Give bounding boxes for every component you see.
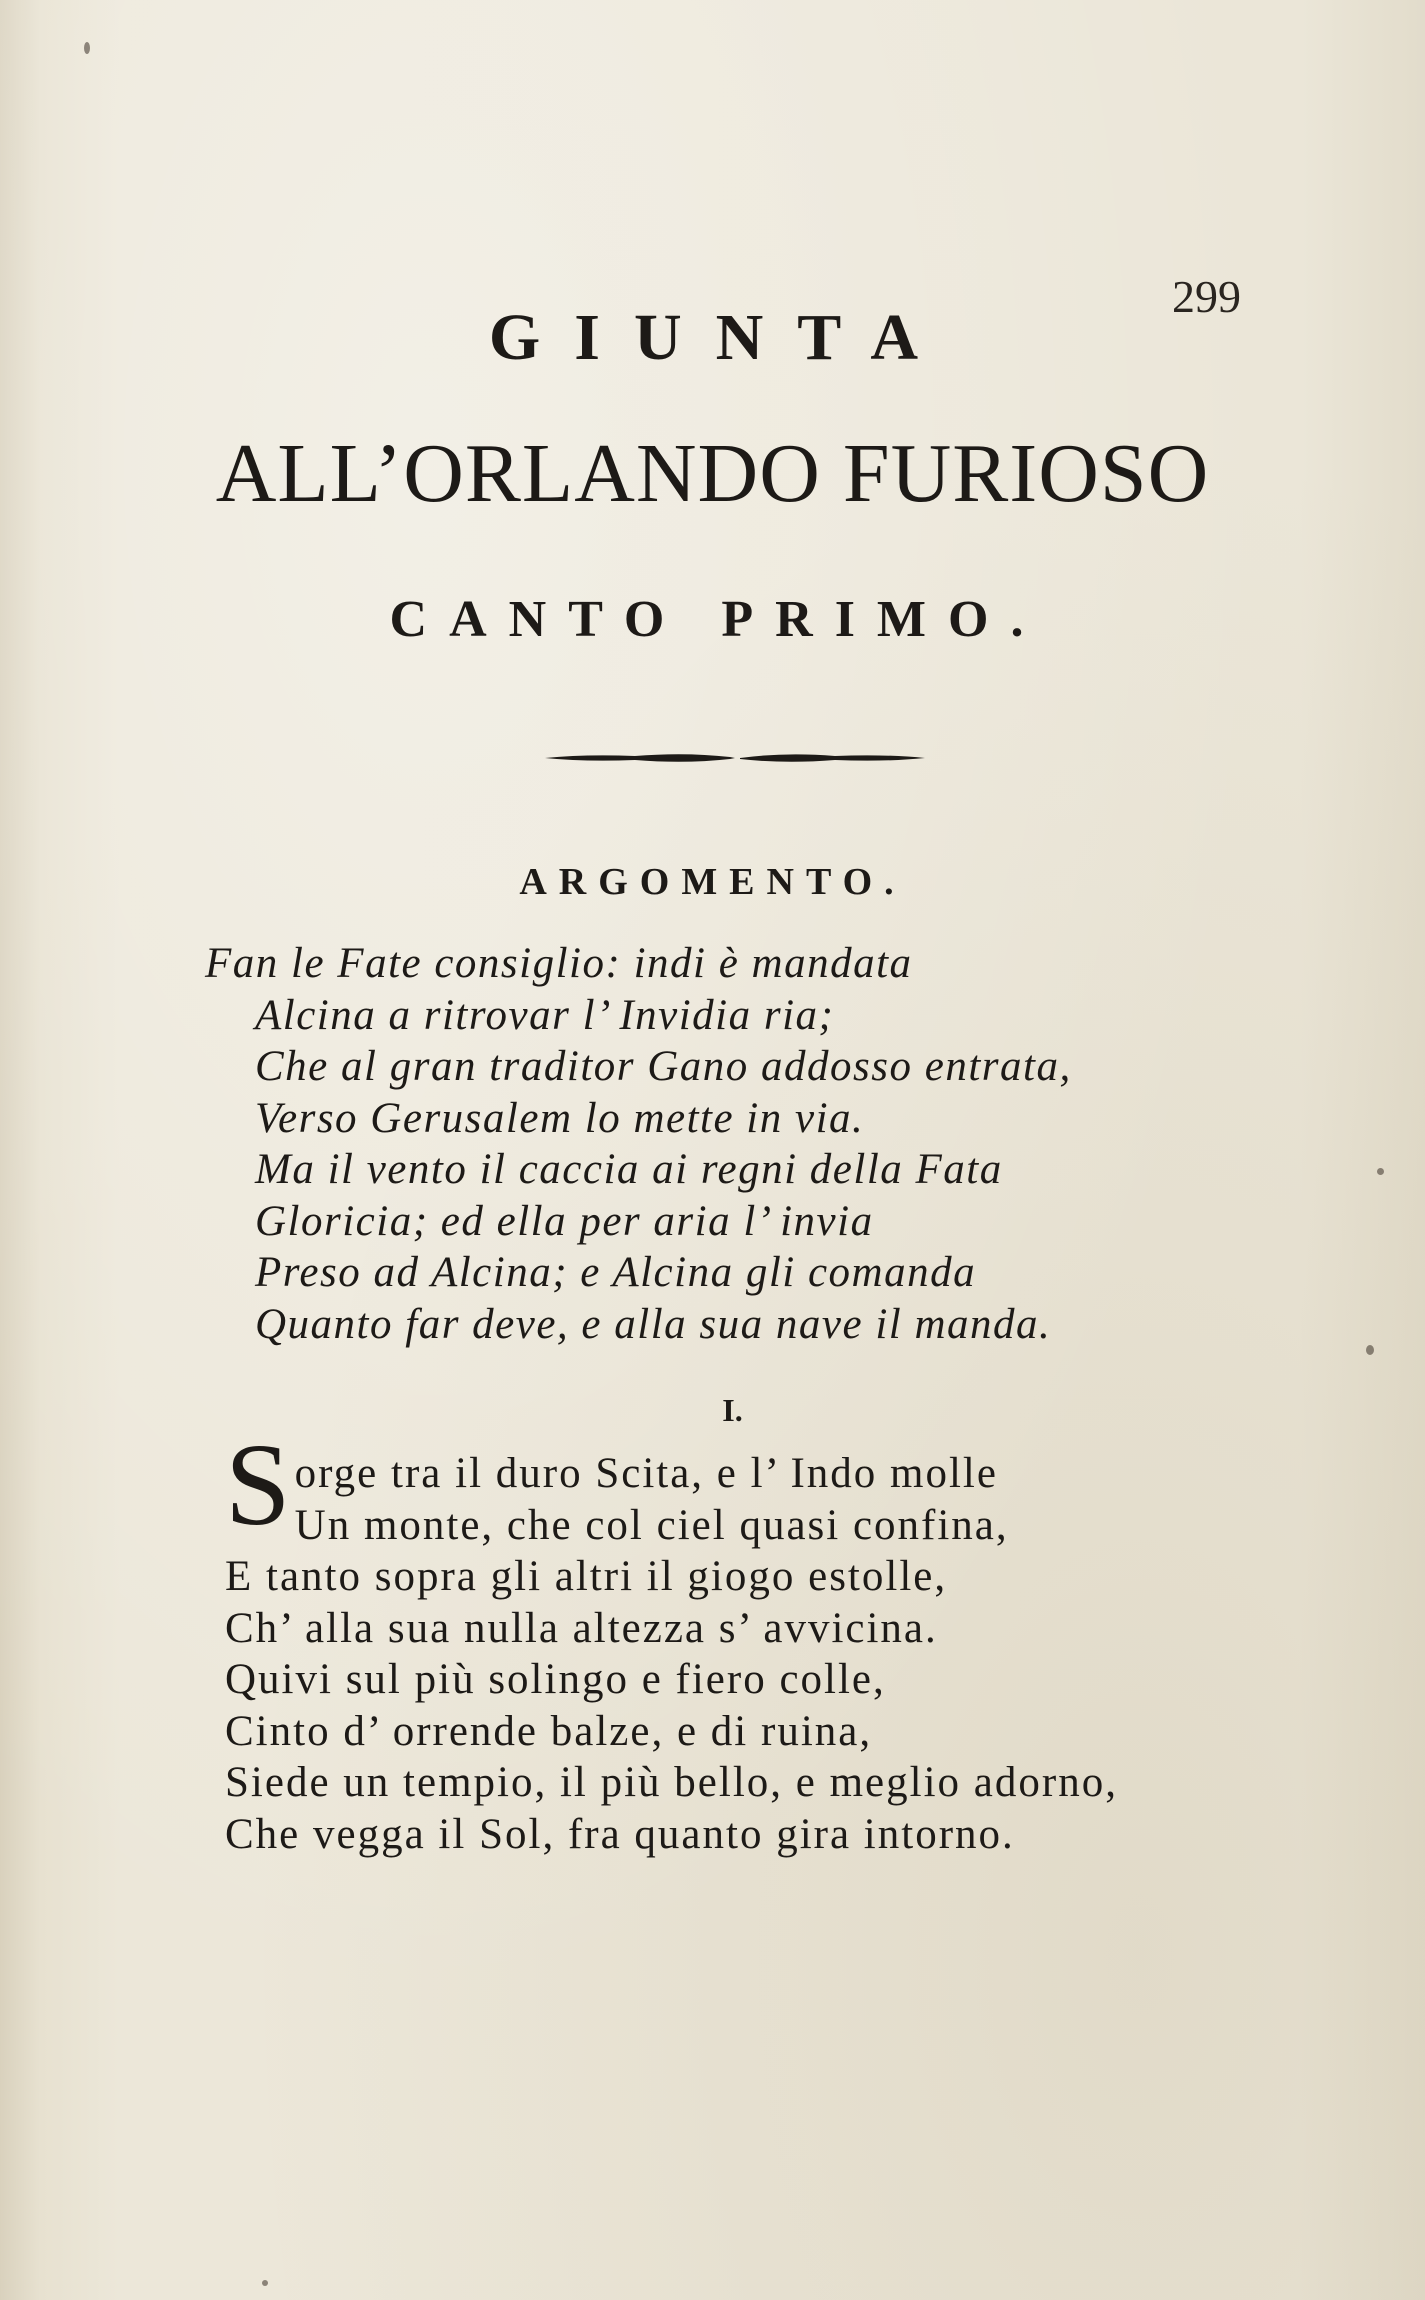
page-number: 299	[1172, 271, 1241, 322]
argomento-line: Alcina a ritrovar l’ Invidia ria;	[255, 991, 835, 1039]
stanza-line: E tanto sopra gli altri il giogo estolle,	[225, 1553, 948, 1600]
argomento-line: Preso ad Alcina; e Alcina gli comanda	[255, 1249, 977, 1296]
ornamental-rule	[545, 748, 925, 768]
stanza-verse	[225, 1419, 1345, 1860]
drop-cap: S	[225, 1419, 293, 1550]
argomento-heading: ARGOMENTO.	[519, 861, 906, 903]
argomento-verse	[205, 938, 1305, 1350]
stanza-line: Quivi sul più solingo e fiero colle,	[225, 1656, 886, 1703]
title-giunta: GIUNTA	[488, 301, 953, 374]
title-canto-primo: CANTO PRIMO.	[389, 591, 1046, 648]
stanza-line: orge tra il duro Scita, e l’ Indo molle	[294, 1450, 998, 1497]
title-orlando-furioso: ALL’ORLANDO FURIOSO	[215, 427, 1210, 520]
paper-speck	[262, 2280, 268, 2286]
stanza-line: Siede un tempio, il più bello, e meglio adorno,	[225, 1759, 1118, 1806]
argomento-line: Che al gran traditor Gano addosso entrata,	[255, 1043, 1072, 1090]
paper-speck	[1377, 1168, 1384, 1175]
argomento-line: Quanto far deve, e alla sua nave il manda.	[255, 1300, 1052, 1348]
argomento-line: Fan le Fate consiglio: indi è mandata	[205, 940, 913, 987]
argomento-line: Verso Gerusalem lo mette in via.	[255, 1094, 865, 1142]
stanza-line: Ch’ alla sua nulla altezza s’ avvicina.	[225, 1604, 938, 1652]
paper-speck	[1366, 1345, 1374, 1355]
stanza-line: Un monte, che col ciel quasi confina,	[294, 1501, 1009, 1549]
stanza-number: I.	[722, 1392, 743, 1428]
argomento-line: Ma il vento il caccia ai regni della Fata	[255, 1146, 1003, 1193]
stanza-line: Cinto d’ orrende balze, e di ruina,	[225, 1707, 873, 1755]
paper-speck	[84, 42, 90, 54]
stanza-line: Che vegga il Sol, fra quanto gira intorno.	[225, 1810, 1015, 1858]
argomento-line: Gloricia; ed ella per aria l’ invia	[255, 1197, 874, 1245]
